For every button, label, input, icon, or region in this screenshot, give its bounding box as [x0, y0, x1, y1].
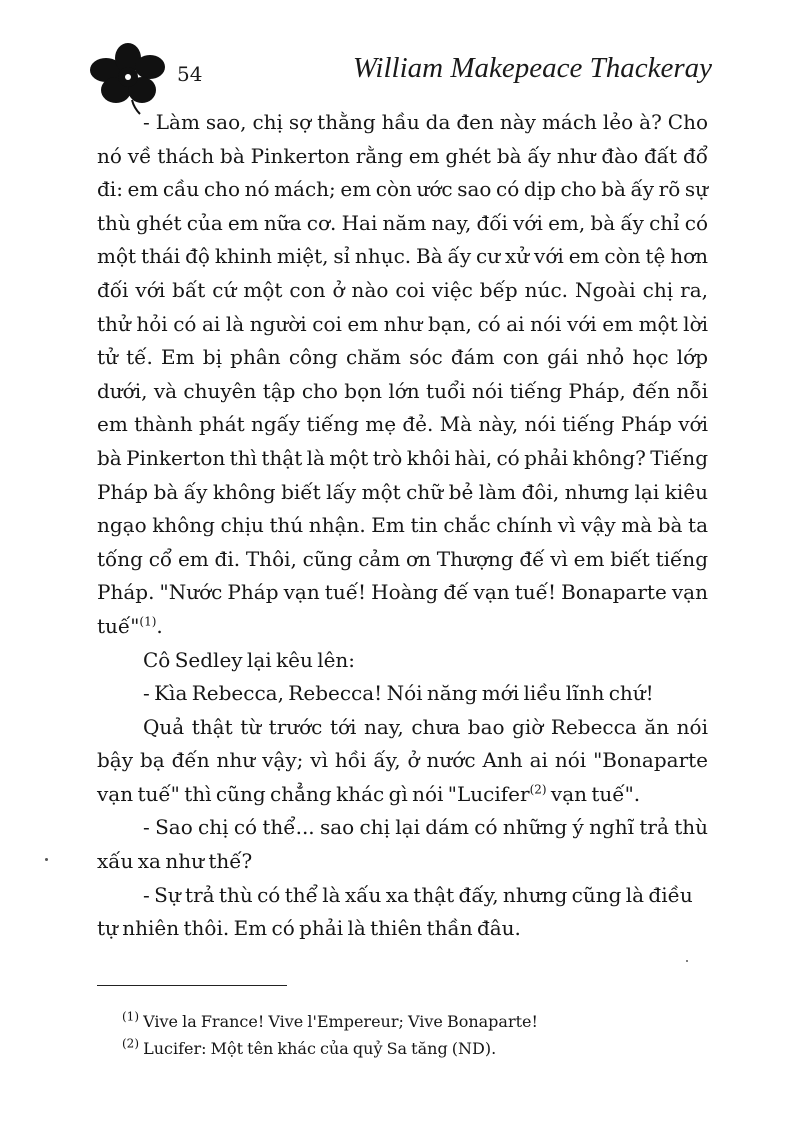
paragraph: - Kìa Rebecca, Rebecca! Nói năng mới liều lĩnh chứ!	[143, 681, 654, 706]
paragraph: - Sự trả thù có thể là xấu xa thật đấy, nhưng cũng là điều tự nhiên thôi. Em có phải là thiên thần đâu.	[97, 882, 693, 941]
page-number: 54	[177, 62, 203, 86]
footnote	[122, 1035, 682, 1062]
footnote-text: Vive la France! Vive l'Empereur; Vive Bonaparte!	[139, 1012, 538, 1031]
flower-icon	[88, 40, 168, 116]
paragraph	[97, 106, 708, 644]
footnote-ref: (1)	[139, 614, 157, 629]
footnote-text: Lucifer: Một tên khác của quỷ Sa tăng (ND).	[139, 1039, 497, 1058]
body-text	[97, 106, 708, 946]
footnote-ref: (2)	[529, 782, 547, 797]
footnote	[122, 1008, 682, 1035]
paragraph-tail: .	[156, 613, 163, 638]
running-head: William Makepeace Thackeray	[352, 52, 712, 84]
paragraph: Cô Sedley lại kêu lên:	[143, 647, 356, 672]
scan-speck	[686, 960, 688, 962]
scan-speck	[45, 858, 48, 861]
paragraph-tail: vạn tuế".	[546, 781, 641, 806]
footnote-marker: (1)	[122, 1009, 139, 1024]
footnote-marker: (2)	[122, 1036, 139, 1051]
footnotes	[122, 1008, 682, 1062]
paragraph-text: - Làm sao, chị sợ thằng hầu da đen này mách lẻo à? Cho nó về thách bà Pinkerton rằng em ghét bà ấy như đào đất đổ đi: em cầu cho nó mách; em còn ước sao có dịp cho bà ấy rõ sự thù ghét của em nữa cơ. Hai năm nay, đối với em, bà ấy chỉ có một thái độ khinh miệt, sỉ nhục. Bà ấy cư xử với em còn tệ hơn đối với bất cứ một con ở nào coi việc bếp núc. Ngoài chị ra, thử hỏi có ai là người coi em như bạn, có ai nói với em một lời tử tế. Em bị phân công chăm sóc đám con gái nhỏ học lớp dưới, và chuyên tập cho bọn lớn tuổi nói tiếng Pháp, đến nỗi em thành phát ngấy tiếng mẹ đẻ. Mà này, nói tiếng Pháp với bà Pinkerton thì thật là một trò khôi hài, có phải không? Tiếng Pháp bà ấy không biết lấy một chữ bẻ làm đôi, nhưng lại kiêu ngạo không chịu thú nhận. Em tin chắc chính vì vậy mà bà ta tống cổ em đi. Thôi, cũng cảm ơn Thượng đế vì em biết tiếng Pháp. "Nước Pháp vạn tuế! Hoàng đế vạn tuế! Bonaparte vạn tuế"	[97, 110, 708, 638]
paragraph	[97, 711, 708, 812]
paragraph: - Sao chị có thể... sao chị lại dám có những ý nghĩ trả thù xấu xa như thế?	[97, 815, 708, 874]
footnote-divider	[97, 985, 287, 986]
paragraph-text: Quả thật từ trước tới nay, chưa bao giờ Rebecca ăn nói bậy bạ đến như vậy; vì hồi ấy, ở nước Anh ai nói "Bonaparte vạn tuế" thì cũng chẳng khác gì nói "Lucifer	[97, 714, 708, 806]
